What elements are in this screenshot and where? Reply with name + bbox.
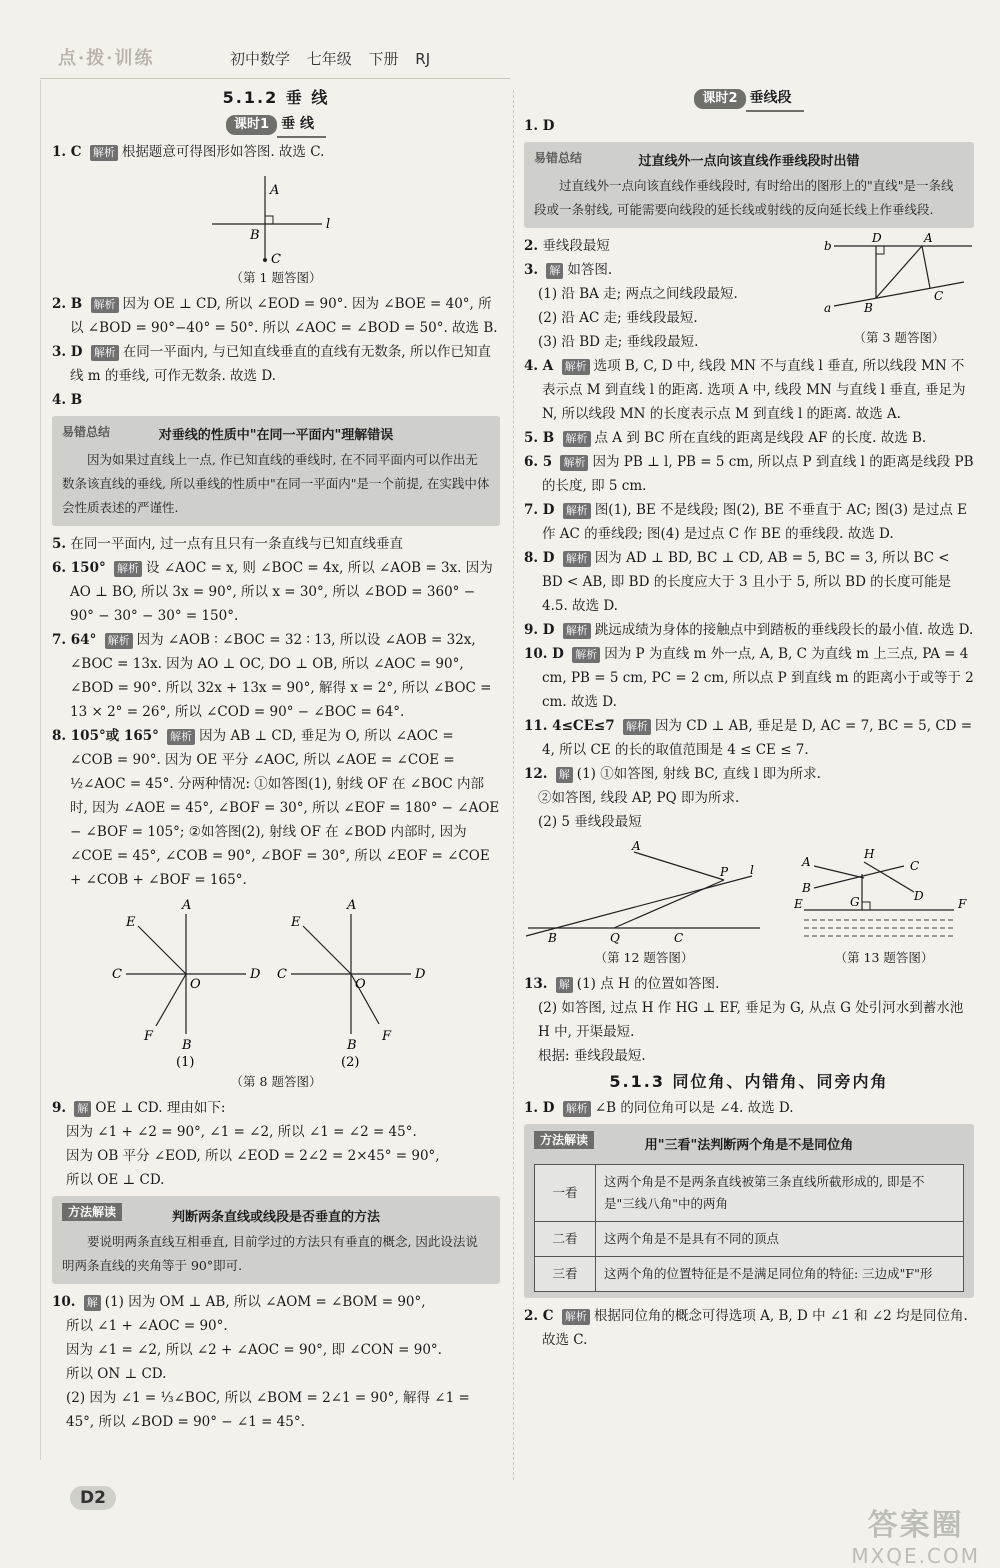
table-row (535, 1165, 964, 1222)
answer-number: 9. D (524, 622, 555, 638)
right-angle-mark (862, 902, 870, 910)
answer-number: 3. (524, 262, 539, 278)
segment-ap (634, 852, 724, 880)
answer-text: 如答图. (567, 262, 613, 278)
table-value: 这两个角是不是两条直线被第三条直线所截形成的, 即是不是"三线八角"中的两角 (596, 1165, 964, 1222)
answer-text: (1) 因为 OM ⊥ AB, 所以 ∠AOM = ∠BOM = 90°, (104, 1294, 426, 1310)
answer-number: 2. B (52, 296, 83, 312)
solution-badge: 解 (556, 977, 573, 993)
answer-number: 9. (52, 1100, 67, 1116)
answer-number: 1. D (524, 118, 555, 134)
answer-text: 在同一平面内, 过一点有且只有一条直线与已知直线垂直 (70, 536, 403, 552)
answer-number: 5. B (524, 430, 555, 446)
label-a: A (347, 898, 357, 913)
method-table (534, 1164, 964, 1292)
table-key: 三看 (535, 1257, 596, 1292)
angle-diagrams (96, 894, 456, 1070)
answer-number: 13. (524, 976, 548, 992)
answer-item (524, 714, 974, 762)
label-c: C (277, 967, 287, 982)
table-value: 这两个角的位置特征是不是满足同位角的特征: 三边成"F"形 (596, 1257, 964, 1292)
box-tag: 方法解读 (62, 1203, 122, 1221)
answer-line: (2) 沿 AC 走; 垂线段最短. (538, 310, 698, 326)
figure-caption: （第 12 题答图） (594, 950, 694, 965)
answer-line: 所以 ON ⊥ CD. (66, 1366, 167, 1382)
lesson-title: 垂 线 (277, 112, 326, 138)
table-key: 一看 (535, 1165, 596, 1222)
box-body: 过直线外一点向该直线作垂线段时, 有时给出的图形上的"直线"是一条线段或一条射线, 可能需要向线段的延长线或射线的反向延长线上作垂线段. (534, 178, 954, 217)
label-o: O (355, 977, 366, 992)
label-b: B (347, 1038, 357, 1053)
diagram-2 (277, 898, 426, 1070)
answer-number: 7. 64° (52, 632, 97, 648)
analysis-badge: 解析 (562, 359, 590, 375)
analysis-badge: 解析 (560, 455, 588, 471)
solution-badge: 解 (556, 767, 573, 783)
segment-pq (614, 880, 724, 928)
answer-item (52, 388, 500, 412)
label-a: A (632, 839, 641, 853)
answer-number: 4. B (52, 392, 83, 408)
figure-q13 (794, 838, 974, 970)
watermark-title: 答案圈 (867, 1508, 964, 1543)
lesson-heading (52, 112, 500, 138)
answer-text: 垂线段最短 (542, 238, 610, 254)
q2-q3-text (524, 234, 814, 354)
label-q: Q (610, 931, 620, 945)
error-summary-box (524, 142, 974, 228)
figure-q8 (52, 894, 500, 1094)
answer-text: OE ⊥ CD. 理由如下: (95, 1100, 226, 1116)
answer-number: 2. C (524, 1308, 554, 1324)
analysis-badge: 解析 (90, 145, 118, 161)
answer-item (52, 628, 500, 724)
answer-text: 选项 B, C, D 中, 线段 MN 不与直线 l 垂直, 所以线段 MN 不表示点 M 到直线 l 的距离. 选项 A 中, 线段 MN 与直线 l 垂直, 垂足为 N, 所以线段 MN 的长度表示点 M 到直线 l 的距离. 故选 A. (542, 358, 966, 422)
label-a: A (802, 855, 811, 869)
figure-q3 (824, 226, 974, 350)
answer-text: 因为 CD ⊥ AB, 垂足是 D, AC = 7, BC = 5, CD = 4, 所以 CE 的长的取值范围是 4 ≤ CE ≤ 7. (542, 718, 973, 758)
canal-diagram (794, 838, 974, 946)
label-c: C (674, 931, 684, 945)
analysis-badge: 解析 (563, 551, 591, 567)
analysis-badge: 解析 (623, 719, 651, 735)
label-d: D (914, 889, 924, 903)
right-angle-mark (265, 216, 273, 224)
answer-number: 4. A (524, 358, 554, 374)
label-a: A (182, 898, 192, 913)
solution-badge: 解 (546, 263, 563, 279)
figure-q12 (524, 838, 764, 970)
answer-number: 8. 105°或 165° (52, 728, 159, 744)
segment-ad (814, 866, 864, 878)
answer-item (524, 546, 974, 618)
label-e: E (126, 915, 136, 930)
solution-badge: 解 (84, 1295, 101, 1311)
answer-line: (2) 因为 ∠1 = ⅓∠BOC, 所以 ∠BOM = 2∠1 = 90°, 解得 ∠1 = 45°, 所以 ∠BOD = 90° − ∠1 = 45°. (66, 1390, 470, 1430)
answer-number: 10. (52, 1294, 76, 1310)
label-f: F (382, 1029, 392, 1044)
label-e: E (291, 915, 301, 930)
answer-number: 6. 150° (52, 560, 106, 576)
series-logo: 点·拨·训练 (58, 48, 155, 69)
left-margin-rule (40, 80, 41, 1460)
label-f: F (958, 897, 967, 911)
answer-text: (1) ①如答图, 射线 BC, 直线 l 即为所求. (576, 766, 821, 782)
table-value: 这两个角是不是具有不同的顶点 (596, 1222, 964, 1257)
answer-line: 因为 ∠1 + ∠2 = 90°, ∠1 = ∠2, 所以 ∠1 = ∠2 = 45°. (66, 1124, 417, 1140)
watermark-url: MXQE.COM (851, 1544, 980, 1568)
figure-caption: （第 8 题答图） (230, 1074, 322, 1089)
label-b: B (548, 931, 557, 945)
answer-text: 因为 OE ⊥ CD, 所以 ∠EOD = 90°. 因为 ∠BOE = 40°, 所以 ∠BOD = 90°−40° = 50°. 所以 ∠AOC = ∠BOD = 50°. 故选 B. (70, 296, 498, 336)
answer-text: 设 ∠AOC = x, 则 ∠BOC = 4x, 所以 ∠AOB = 3x. 因为 AO ⊥ BO, 所以 3x = 90°, 所以 x = 30°, 所以 ∠BOD = 360° − 90° − 30° − 30° = 150°. (70, 560, 493, 624)
sub-caption-2: (2) (341, 1055, 360, 1070)
answer-text: 点 A 到 BC 所在直线的距离是线段 AF 的长度. 故选 B. (594, 430, 927, 446)
label-c: C (112, 967, 122, 982)
analysis-badge: 解析 (91, 345, 119, 361)
answer-line: (3) 沿 BD 走; 垂线段最短. (538, 334, 699, 350)
lesson-title: 垂线段 (746, 86, 804, 112)
label-d: D (872, 231, 882, 245)
answer-line: 因为 ∠1 = ∠2, 所以 ∠2 + ∠AOC = 90°, 即 ∠CON = 90°. (66, 1342, 442, 1358)
answer-item (524, 234, 814, 258)
answer-number: 11. 4≤CE≤7 (524, 718, 615, 734)
page-footer (70, 1486, 130, 1516)
answer-item (524, 258, 814, 282)
answer-number: 6. 5 (524, 454, 553, 470)
answer-item (524, 1304, 974, 1352)
sub-caption-1: (1) (176, 1055, 195, 1070)
label-b-line: b (824, 239, 832, 253)
answer-text: 在同一平面内, 与已知直线垂直的直线有无数条, 所以作已知直线 m 的垂线, 可作无数条. 故选 D. (70, 344, 491, 384)
answer-text: ∠B 的同位角可以是 ∠4. 故选 D. (594, 1100, 794, 1116)
answer-number: 5. (52, 536, 67, 552)
answer-text: 因为 ∠AOB ∶ ∠BOC = 32 ∶ 13, 所以设 ∠AOB = 32x, ∠BOC = 13x. 因为 AO ⊥ OC, DO ⊥ OB, 所以 ∠AOC = 90°, ∠BOD = 90°. 所以 32x + 13x = 90°, 解得 x = 2°, 所以 ∠BOC = 13 × 2° = 26°, 所以 ∠COD = 90° − ∠BOC = 64°. (70, 632, 492, 720)
box-title: 用"三看"法判断两个角是不是同位角 (644, 1138, 854, 1153)
answer-text: 因为 PB ⊥ l, PB = 5 cm, 所以点 P 到直线 l 的距离是线段 PB 的长度, 即 5 cm. (542, 454, 974, 494)
box-body: 因为如果过直线上一点, 作已知直线的垂线时, 在不同平面内可以作出无数条该直线的垂线, 所以垂线的性质中"在同一平面内"是一个前提, 在实践中体会性质表述的严谨性. (62, 452, 490, 515)
analysis-badge: 解析 (563, 1101, 591, 1117)
box-tag: 方法解读 (534, 1131, 594, 1149)
answer-item (52, 1096, 500, 1120)
answer-item (52, 292, 500, 340)
label-l: l (326, 217, 331, 232)
line-a (834, 282, 964, 306)
section-title: 5.1.2 垂 线 (222, 88, 330, 107)
table-row (535, 1257, 964, 1292)
label-b: B (250, 228, 260, 243)
answer-item (52, 1290, 500, 1314)
lesson-tag: 课时1 (226, 115, 277, 135)
label-l: l (750, 863, 754, 877)
answer-number: 3. D (52, 344, 83, 360)
book-meta: 初中数学 七年级 下册 RJ (230, 50, 431, 68)
answer-item (524, 114, 974, 138)
solution-badge: 解 (74, 1101, 91, 1117)
answer-item (524, 762, 974, 786)
analysis-badge: 解析 (563, 503, 591, 519)
analysis-badge: 解析 (167, 729, 195, 745)
label-e: E (794, 897, 803, 911)
error-summary-box (52, 416, 500, 526)
analysis-badge: 解析 (105, 633, 133, 649)
ray-oe (138, 926, 186, 974)
answer-item (524, 498, 974, 546)
box-title: 过直线外一点向该直线作垂线段时出错 (638, 154, 860, 169)
box-title: 判断两条直线或线段是否垂直的方法 (171, 1210, 380, 1225)
section-title: 5.1.3 同位角、内错角、同旁内角 (609, 1072, 889, 1091)
answer-text: 因为 P 为直线 m 外一点, A, B, C 为直线 m 上三点, PA = 4 cm, PB = 5 cm, PC = 2 cm, 所以点 P 到直线 m 的距离小于或等于 2 cm. 故选 D. (542, 646, 974, 710)
box-tag: 易错总结 (534, 151, 583, 165)
label-c: C (271, 252, 281, 266)
answer-line: (2) 5 垂线段最短 (538, 814, 642, 830)
analysis-badge: 解析 (91, 297, 119, 313)
column-divider (513, 90, 514, 1480)
answer-item (52, 140, 500, 164)
answer-item (524, 972, 974, 996)
table-key: 二看 (535, 1222, 596, 1257)
lesson-heading (524, 86, 974, 112)
analysis-badge: 解析 (563, 623, 591, 639)
box-body: 要说明两条直线互相垂直, 目前学过的方法只有垂直的概念, 因此设法说明两条直线的夹角等于 90°即可. (62, 1234, 478, 1273)
table-row (535, 1222, 964, 1257)
figure-q1 (52, 166, 500, 290)
label-d: D (415, 967, 426, 982)
right-column (524, 84, 974, 1352)
road-diagram (824, 226, 974, 326)
right-angle-mark (876, 246, 884, 254)
answer-text: 根据同位角的概念可得选项 A, B, D 中 ∠1 和 ∠2 均是同位角. 故选 C. (542, 1308, 968, 1348)
answer-line: (2) 如答图, 过点 H 作 HG ⊥ EF, 垂足为 G, 从点 G 处引河水到蓄水池 H 中, 开渠最短. (538, 1000, 964, 1040)
q2-q3-block (524, 231, 974, 354)
answer-item (524, 1096, 974, 1120)
ray-oe (303, 926, 351, 974)
analysis-badge: 解析 (114, 561, 142, 577)
left-column (52, 84, 500, 1434)
lesson-tag: 课时2 (694, 89, 745, 109)
answer-item (52, 340, 500, 388)
answer-line: 所以 OE ⊥ CD. (66, 1172, 165, 1188)
answer-line: (1) 沿 BA 走; 两点之间线段最短. (538, 286, 738, 302)
watermark (851, 1500, 980, 1568)
answer-line: ②如答图, 线段 AP, PQ 即为所求. (538, 790, 740, 806)
label-p: P (720, 865, 729, 879)
label-c: C (934, 289, 944, 303)
answer-number: 7. D (524, 502, 555, 518)
ray-of (156, 974, 186, 1026)
figure-caption: （第 3 题答图） (853, 330, 945, 345)
answer-item (524, 426, 974, 450)
label-a-line: a (824, 301, 832, 315)
answer-number: 12. (524, 766, 548, 782)
label-b: B (182, 1038, 192, 1053)
analysis-badge: 解析 (562, 1309, 590, 1325)
analysis-badge: 解析 (572, 647, 600, 663)
answer-line: 因为 OB 平分 ∠EOD, 所以 ∠EOD = 2∠2 = 2×45° = 90°, (66, 1148, 440, 1164)
point-c (263, 258, 267, 262)
answer-item (524, 642, 974, 714)
label-o: O (190, 977, 201, 992)
ray-diagram (524, 838, 764, 946)
line-l (526, 876, 752, 936)
answer-text: 图(1), BE 不是线段; 图(2), BE 不垂直于 AC; 图(3) 是过点 E 作 AC 的垂线段; 图(4) 是过点 C 作 BE 的垂线段. 故选 D. (542, 502, 967, 542)
method-box (524, 1124, 974, 1298)
page-header (40, 40, 960, 76)
label-b: B (864, 301, 873, 315)
perpendicular-diagram (176, 166, 376, 266)
answer-item (524, 354, 974, 426)
answer-text: 因为 AB ⊥ CD, 垂足为 O, 所以 ∠AOC = ∠COB = 90°. 因为 OE 平分 ∠AOC, 所以 ∠AOE = ∠COE = ½∠AOC = 45°. 分两种情况: ①如答图(1), 射线 OF 在 ∠BOC 内部时, 因为 ∠AOE = 45°, ∠BOF = 30°, 所以 ∠EOF = 180° − ∠AOE − ∠BOF = 105°; ②如答图(2), 射线 OF 在 ∠BOD 内部时, 因为 ∠COE = 45°, ∠COB = 90°, ∠BOF = 30°, 所以 ∠EOF = ∠COE + ∠COB + ∠BOF = 165°. (70, 728, 500, 888)
figure-caption: （第 13 题答图） (834, 950, 934, 965)
diagram-1 (112, 898, 261, 1070)
figure-caption: （第 1 题答图） (230, 270, 322, 285)
label-a: A (270, 183, 280, 198)
box-title: 对垂线的性质中"在同一平面内"理解错误 (158, 428, 394, 443)
answer-item (52, 724, 500, 892)
label-g: G (850, 895, 860, 909)
segment-ac (922, 246, 930, 288)
answer-text: 跳远成绩为身体的接触点中到踏板的垂线段长的最小值. 故选 D. (594, 622, 974, 638)
answer-text: 因为 AD ⊥ BD, BC ⊥ CD, AB = 5, BC = 3, 所以 BC < BD < AB, 即 BD 的长度应大于 3 且小于 5, 所以 BD 的长度可能是 4.5. 故选 D. (542, 550, 952, 614)
answer-text: 根据题意可得图形如答图. 故选 C. (121, 144, 325, 160)
label-a: A (924, 231, 933, 245)
label-h: H (864, 847, 875, 861)
answer-item (52, 532, 500, 556)
answer-number: 8. D (524, 550, 555, 566)
box-tag: 易错总结 (62, 425, 111, 439)
answer-number: 2. (524, 238, 539, 254)
answer-number: 1. C (52, 144, 82, 160)
answer-item (524, 618, 974, 642)
answer-number: 1. D (524, 1100, 555, 1116)
page-number: D2 (70, 1486, 116, 1510)
figures-q12-q13 (524, 836, 974, 972)
method-box (52, 1196, 500, 1284)
label-d: D (250, 967, 261, 982)
segment-hd (864, 862, 914, 892)
answer-line: 根据: 垂线段最短. (538, 1048, 646, 1064)
label-c: C (910, 859, 920, 873)
label-f: F (144, 1029, 154, 1044)
label-b: B (802, 881, 811, 895)
answer-line: 所以 ∠1 + ∠AOC = 90°. (66, 1318, 228, 1334)
header-rule (40, 78, 510, 79)
analysis-badge: 解析 (563, 431, 591, 447)
answer-item (52, 556, 500, 628)
answer-text: (1) 点 H 的位置如答图. (576, 976, 720, 992)
answer-number: 10. D (524, 646, 564, 662)
answer-item (524, 450, 974, 498)
